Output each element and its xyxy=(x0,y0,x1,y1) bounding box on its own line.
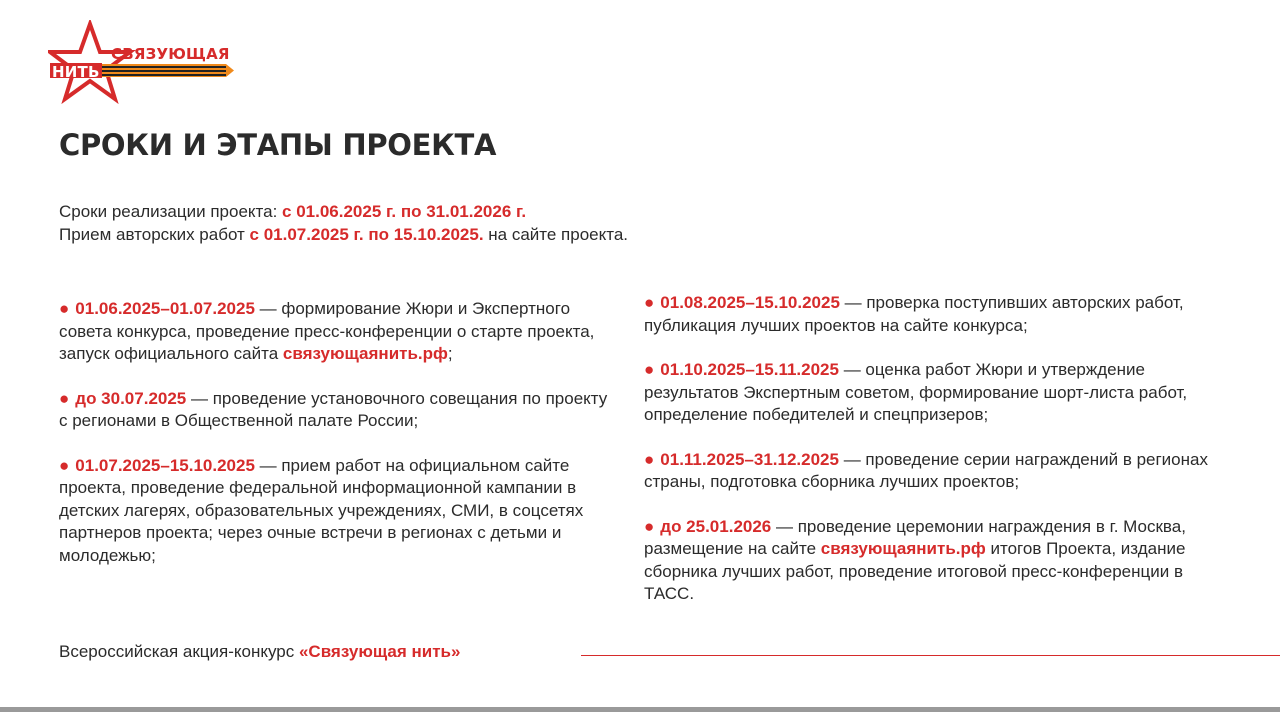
stage-description-tail: ; xyxy=(447,344,453,363)
stage-item xyxy=(644,516,1224,606)
project-period-label: Сроки реализации проекта: xyxy=(59,202,283,221)
bottom-bar xyxy=(0,707,1280,712)
stage-description: — проведение церемонии награждения в г. Москва, размещение на сайте xyxy=(644,516,1186,558)
bullet-icon: ● xyxy=(59,455,70,475)
stage-item xyxy=(644,359,1224,427)
site-link[interactable]: связующаянить.рф xyxy=(282,344,448,363)
stage-description-tail: итогов Проекта, издание сборника лучших работ, проведение итоговой пресс-конференции в ТАСС. xyxy=(644,539,1186,603)
bullet-icon: ● xyxy=(59,388,70,408)
stage-date: 01.11.2025–31.12.2025 xyxy=(660,449,839,469)
logo-text-line1: СВЯЗУЮЩАЯ xyxy=(111,45,230,63)
stage-description: — прием работ на официальном сайте проекта, проведение федеральной информационной кампании в детских лагерях, образовательных учреждениях, СМИ, в соцсетях партнеров проекта; через очные встречи в регионах с детьми и молодежью; xyxy=(59,455,584,565)
submission-period-line xyxy=(59,223,628,246)
bullet-icon: ● xyxy=(59,299,70,318)
submission-period-tail: на сайте проекта. xyxy=(483,225,629,244)
stage-description: — проверка поступивших авторских работ, публикация лучших проектов на сайте конкурса; xyxy=(644,293,1184,335)
project-period-line xyxy=(59,200,628,223)
logo xyxy=(48,20,238,104)
stage-date: 01.06.2025–01.07.2025 xyxy=(75,299,255,318)
stage-item xyxy=(644,449,1224,494)
intro xyxy=(59,200,628,246)
project-period-value: с 01.06.2025 г. по 31.01.2026 г. xyxy=(282,202,527,221)
footer-text: Всероссийская акция-конкурс xyxy=(59,642,299,661)
stage-description: — оценка работ Жюри и утверждение результатов Экспертным советом, формирование шорт-листа работ, определение победителей и спецпризеров; xyxy=(644,360,1188,424)
bullet-icon: ● xyxy=(644,449,655,469)
stage-date: до 25.01.2026 xyxy=(660,516,772,536)
stage-description: — формирование Жюри и Экспертного совета конкурса, проведение пресс-конференции о старте проекта, запуск официального сайта xyxy=(59,299,595,363)
stage-date: 01.07.2025–15.10.2025 xyxy=(75,455,255,475)
stage-description: — проведение установочного совещания по проекту с регионами в Общественной палате России; xyxy=(59,388,608,430)
bullet-icon: ● xyxy=(644,360,655,379)
page-title: СРОКИ И ЭТАПЫ ПРОЕКТА xyxy=(59,128,497,162)
footer-divider xyxy=(581,655,1280,656)
logo-text-line2: НИТЬ xyxy=(52,63,100,81)
stage-date: 01.08.2025–15.10.2025 xyxy=(660,293,840,312)
stage-item xyxy=(644,292,1224,337)
footer-project-name: «Связующая нить» xyxy=(298,642,461,661)
footer-caption xyxy=(59,642,460,662)
stages-right-column xyxy=(644,292,1224,628)
stage-date: до 30.07.2025 xyxy=(75,388,187,408)
bullet-icon: ● xyxy=(644,293,655,312)
submission-period-value: с 01.07.2025 г. по 15.10.2025. xyxy=(249,225,484,244)
stage-item xyxy=(59,388,614,433)
stage-item xyxy=(59,298,614,366)
bullet-icon: ● xyxy=(644,516,655,536)
site-link[interactable]: связующаянить.рф xyxy=(820,539,986,558)
stage-description: — проведение серии награждений в регионах страны, подготовка сборника лучших проектов; xyxy=(644,449,1208,491)
stages-left-column xyxy=(59,298,614,589)
stage-date: 01.10.2025–15.11.2025 xyxy=(660,360,839,379)
submission-period-label: Прием авторских работ xyxy=(59,225,250,244)
stage-item xyxy=(59,455,614,568)
